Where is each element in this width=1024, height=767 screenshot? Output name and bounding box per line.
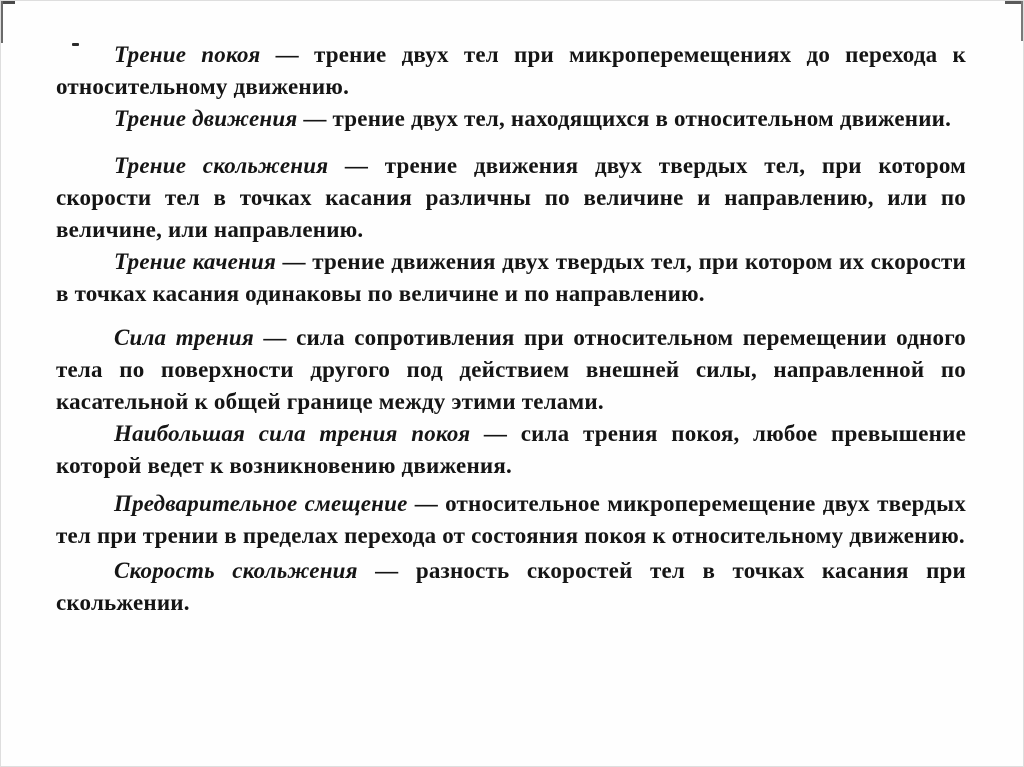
definition-term: Наибольшая сила трения покоя [114,421,471,446]
definition-term: Предварительное смещение [114,491,408,516]
em-dash: — [260,42,314,67]
definition-text: трение движения двух твердых тел, при котором скорости тел в точках касания различны по величине и направлению, или по величине, или направлению. [56,153,966,242]
definition-term: Скорость скольжения [114,558,358,583]
definition-term: Трение скольжения [114,153,329,178]
definition-paragraph [56,150,966,246]
definition-paragraph [56,418,966,482]
scan-edge-artifact [1021,1,1023,41]
em-dash: — [357,558,416,583]
definition-text: разность скоростей тел в точках касания при скольжении. [56,558,966,615]
em-dash: — [253,325,297,350]
definition-text: сила сопротивления при относительном перемещении одного тела по поверхности другого под действием внешней силы, направленной по касательной к общей границе между этими телами. [56,325,966,414]
definition-paragraph [56,322,966,418]
definition-paragraph [56,246,966,310]
definitions-list [56,39,966,619]
em-dash: — [328,153,385,178]
definition-text: относительное микроперемещение двух твердых тел при трении в пределах перехода от состояния покоя к относительному движению. [56,491,966,548]
definition-text: трение движения двух твердых тел, при котором их скорости в точках касания одинаковы по величине и по направлению. [56,249,966,306]
scan-edge-artifact [1,1,3,43]
definition-text: трение двух тел, находящихся в относительном движении. [332,106,952,131]
em-dash: — [407,491,446,516]
definition-paragraph [56,103,966,135]
definition-text: сила трения покоя, любое превышение которой ведет к возникновению движения. [56,421,966,478]
scan-edge-artifact [1,1,15,4]
em-dash: — [470,421,521,446]
definition-term: Трение качения [114,249,277,274]
definition-term: Трение движения [114,106,298,131]
definition-paragraph [56,555,966,619]
em-dash: — [297,106,333,131]
definition-paragraph [56,39,966,103]
em-dash: — [276,249,313,274]
definition-term: Сила трения [114,325,254,350]
definition-text: трение двух тел при микроперемещениях до перехода к относительному движению. [56,42,966,99]
definition-paragraph [56,488,966,552]
definition-term: Трение покоя [114,42,261,67]
